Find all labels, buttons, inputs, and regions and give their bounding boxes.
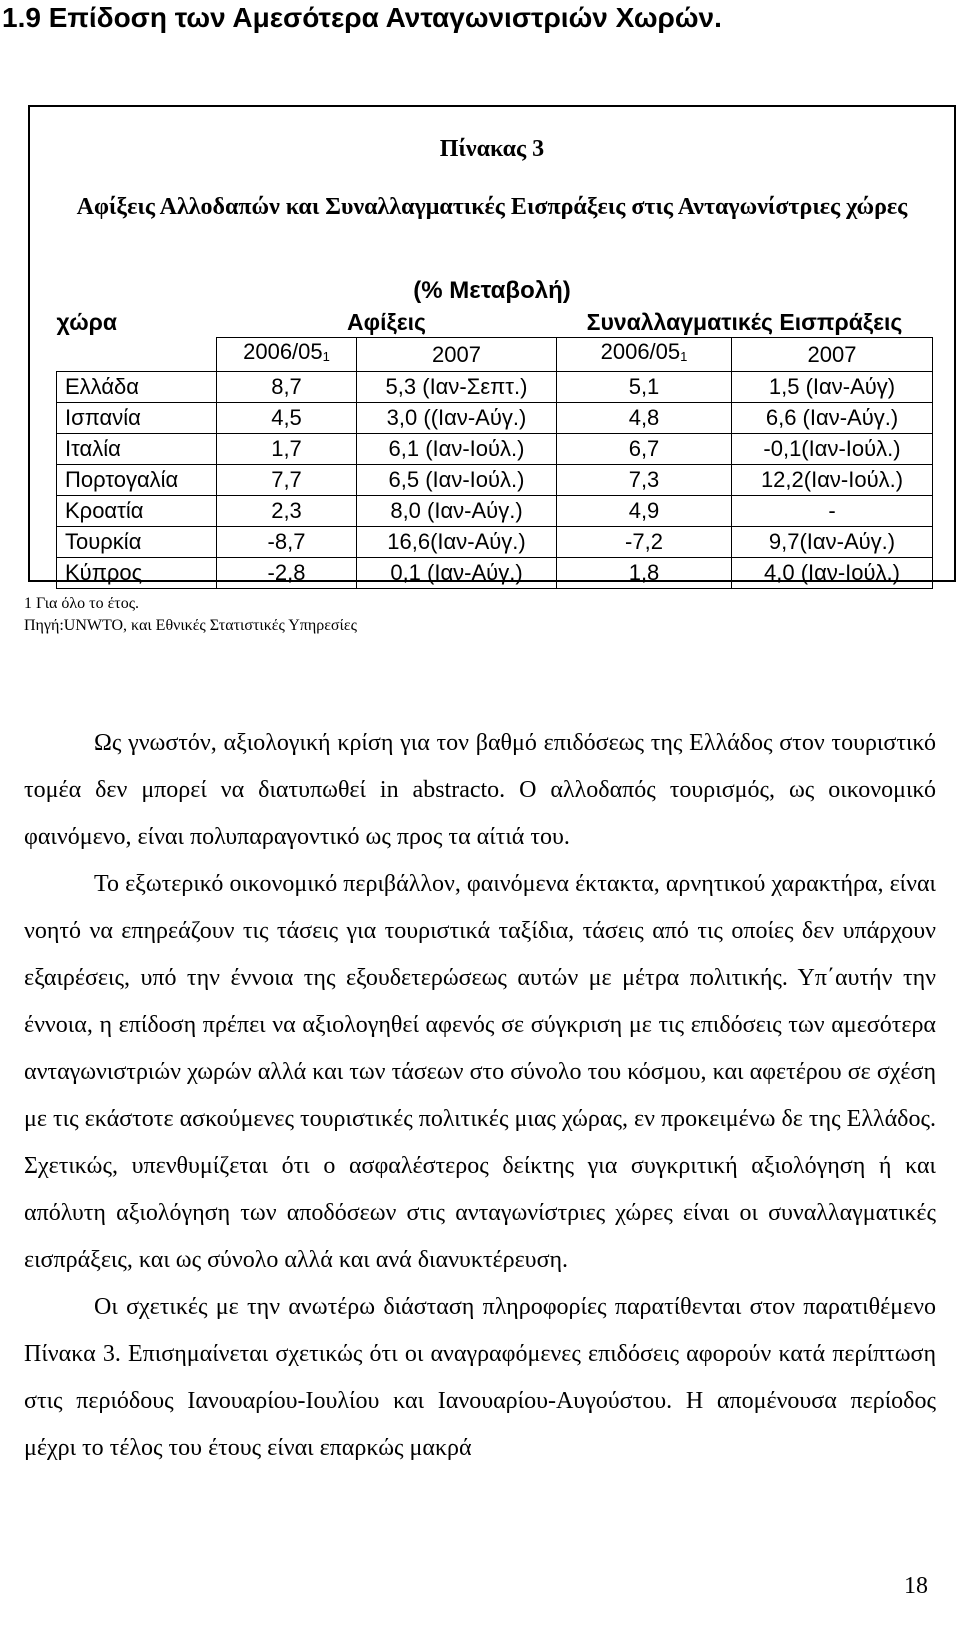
arrivals-2007-cell: 8,0 (Ιαν-Αύγ.) [357, 496, 557, 527]
receipts-2006-cell: 4,9 [557, 496, 732, 527]
arrivals-2006-cell: -8,7 [217, 527, 357, 558]
arrivals-2006-cell: 4,5 [217, 403, 357, 434]
table-row [57, 465, 933, 496]
data-table [56, 307, 933, 589]
arrivals-header: Αφίξεις [347, 309, 426, 335]
arrivals-2007-cell: 0,1 (Ιαν-Αύγ.) [357, 558, 557, 589]
receipts-2007-cell: 9,7(Ιαν-Αύγ.) [732, 527, 933, 558]
paragraph: Οι σχετικές με την ανωτέρω διάσταση πληροφορίες παρατίθενται στον παρατιθέμενο Πίνακα 3. Επισημαίνεται σχετικώς ότι οι αναγραφόμενες επιδόσεις αφορούν κατά περίπτωση στις περιόδους Ιανουαρίου-Ιουλίου και Ιανουαρίου-Αυγούστου. Η απομένουσα περίοδος μέχρι το τέλος του έτους είναι επαρκώς μακρά [24, 1294, 936, 1461]
receipts-2006-cell: 4,8 [557, 403, 732, 434]
table-unit: (% Μεταβολή) [413, 277, 571, 304]
receipts-2007-cell: 12,2(Ιαν-Ιούλ.) [732, 465, 933, 496]
page-number: 18 [904, 1573, 928, 1599]
group-header-row [57, 307, 933, 338]
footnote-text: 1 Για όλο το έτος. [24, 595, 140, 612]
receipts-2006-cell: 6,7 [557, 434, 732, 465]
table-body [57, 372, 933, 589]
receipts-2007-cell: 6,6 (Ιαν-Αύγ.) [732, 403, 933, 434]
footnote-mark: 1 [322, 349, 330, 364]
footnote-mark: 1 [680, 349, 688, 364]
year-header: $2006/05^1$ [217, 338, 357, 372]
table-row [57, 496, 933, 527]
receipts-2007-cell: -0,1(Ιαν-Ιούλ.) [732, 434, 933, 465]
country-cell: Ισπανία [57, 403, 217, 434]
country-header: χώρα [56, 309, 118, 336]
year-header: $2006/05^1$ [557, 338, 732, 372]
arrivals-2006-cell: 1,7 [217, 434, 357, 465]
table-row [57, 527, 933, 558]
year-header: 2007 [357, 338, 557, 372]
table-row [57, 558, 933, 589]
table-title: Πίνακας 3 [439, 136, 545, 162]
arrivals-2007-cell: 5,3 (Ιαν-Σεπτ.) [357, 372, 557, 403]
receipts-2006-cell: 5,1 [557, 372, 732, 403]
receipts-2007-cell: 1,5 (Ιαν-Αύγ) [732, 372, 933, 403]
arrivals-2007-cell: 6,1 (Ιαν-Ιούλ.) [357, 434, 557, 465]
country-cell: Τουρκία [57, 527, 217, 558]
country-cell: Ελλάδα [57, 372, 217, 403]
year-header-row [57, 338, 933, 372]
arrivals-2006-cell: -2,8 [217, 558, 357, 589]
arrivals-2006-cell: 8,7 [217, 372, 357, 403]
source-text: Πηγή:UNWTO, και Εθνικές Στατιστικές Υπηρεσίες [24, 617, 357, 634]
receipts-2007-cell: 4,0 (Ιαν-Ιούλ.) [732, 558, 933, 589]
table-notes [24, 593, 357, 637]
receipts-2006-cell: -7,2 [557, 527, 732, 558]
table-frame [28, 105, 956, 585]
body-text [24, 720, 936, 1472]
table-subtitle: Αφίξεις Αλλοδαπών και Συναλλαγματικές Εισπράξεις στις Ανταγωνίστριες χώρες [76, 194, 908, 220]
receipts-2007-cell: - [732, 496, 933, 527]
country-cell: Κύπρος [57, 558, 217, 589]
year-header: 2007 [732, 338, 933, 372]
receipts-2006-cell: 1,8 [557, 558, 732, 589]
paragraph: Ως γνωστόν, αξιολογική κρίση για τον βαθμό επιδόσεως της Ελλάδος στον τουριστικό τομέα δεν μπορεί να διατυπωθεί in abstracto. Ο αλλοδαπός τουρισμός, ως οικονομικό φαινόμενο, είναι πολυπαραγοντικό ως προς τα αίτιά του. [24, 730, 936, 850]
country-cell: Πορτογαλία [57, 465, 217, 496]
section-heading: 1.9 Επίδοση των Αμεσότερα Ανταγωνιστριών Χωρών. [2, 2, 722, 33]
table-row [57, 403, 933, 434]
country-cell: Ιταλία [57, 434, 217, 465]
arrivals-2007-cell: 6,5 (Ιαν-Ιούλ.) [357, 465, 557, 496]
paragraph: Το εξωτερικό οικονομικό περιβάλλον, φαινόμενα έκτακτα, αρνητικού χαρακτήρα, είναι νοητό να επηρεάζουν τις τάσεις για τουριστικά ταξίδια, τάσεις από τις οποίες δεν υπάρχουν εξαιρέσεις, υπό την έννοια της εξουδετερώσεως αυτών με μέτρα πολιτικής. Υπ΄αυτήν την έννοια, η επίδοση πρέπει να αξιολογηθεί αφενός σε σύγκριση με τις επιδόσεις των αμεσότερα ανταγωνιστριών χωρών αλλά και των τάσεων στο σύνολο του κόσμου, και αφετέρου σε σχέση με τις εκάστοτε ασκούμενες τουριστικές πολιτικές μιας χώρας, εν προκειμένω δε της Ελλάδος. Σχετικώς, υπενθυμίζεται ότι ο ασφαλέστερος δείκτης για συγκριτική αξιολόγηση ή και απόλυτη αξιολόγηση των αποδόσεων στις ανταγωνίστριες χώρες είναι οι συναλλαγματικές εισπράξεις, και ως σύνολο αλλά και ανά διανυκτέρευση. [24, 871, 936, 1273]
arrivals-2006-cell: 2,3 [217, 496, 357, 527]
table-row [57, 434, 933, 465]
table-row [57, 372, 933, 403]
receipts-header: Συναλλαγματικές Εισπράξεις [586, 309, 903, 335]
arrivals-2007-cell: 3,0 ((Ιαν-Αύγ.) [357, 403, 557, 434]
receipts-2006-cell: 7,3 [557, 465, 732, 496]
arrivals-2006-cell: 7,7 [217, 465, 357, 496]
country-cell: Κροατία [57, 496, 217, 527]
arrivals-2007-cell: 16,6(Ιαν-Αύγ.) [357, 527, 557, 558]
